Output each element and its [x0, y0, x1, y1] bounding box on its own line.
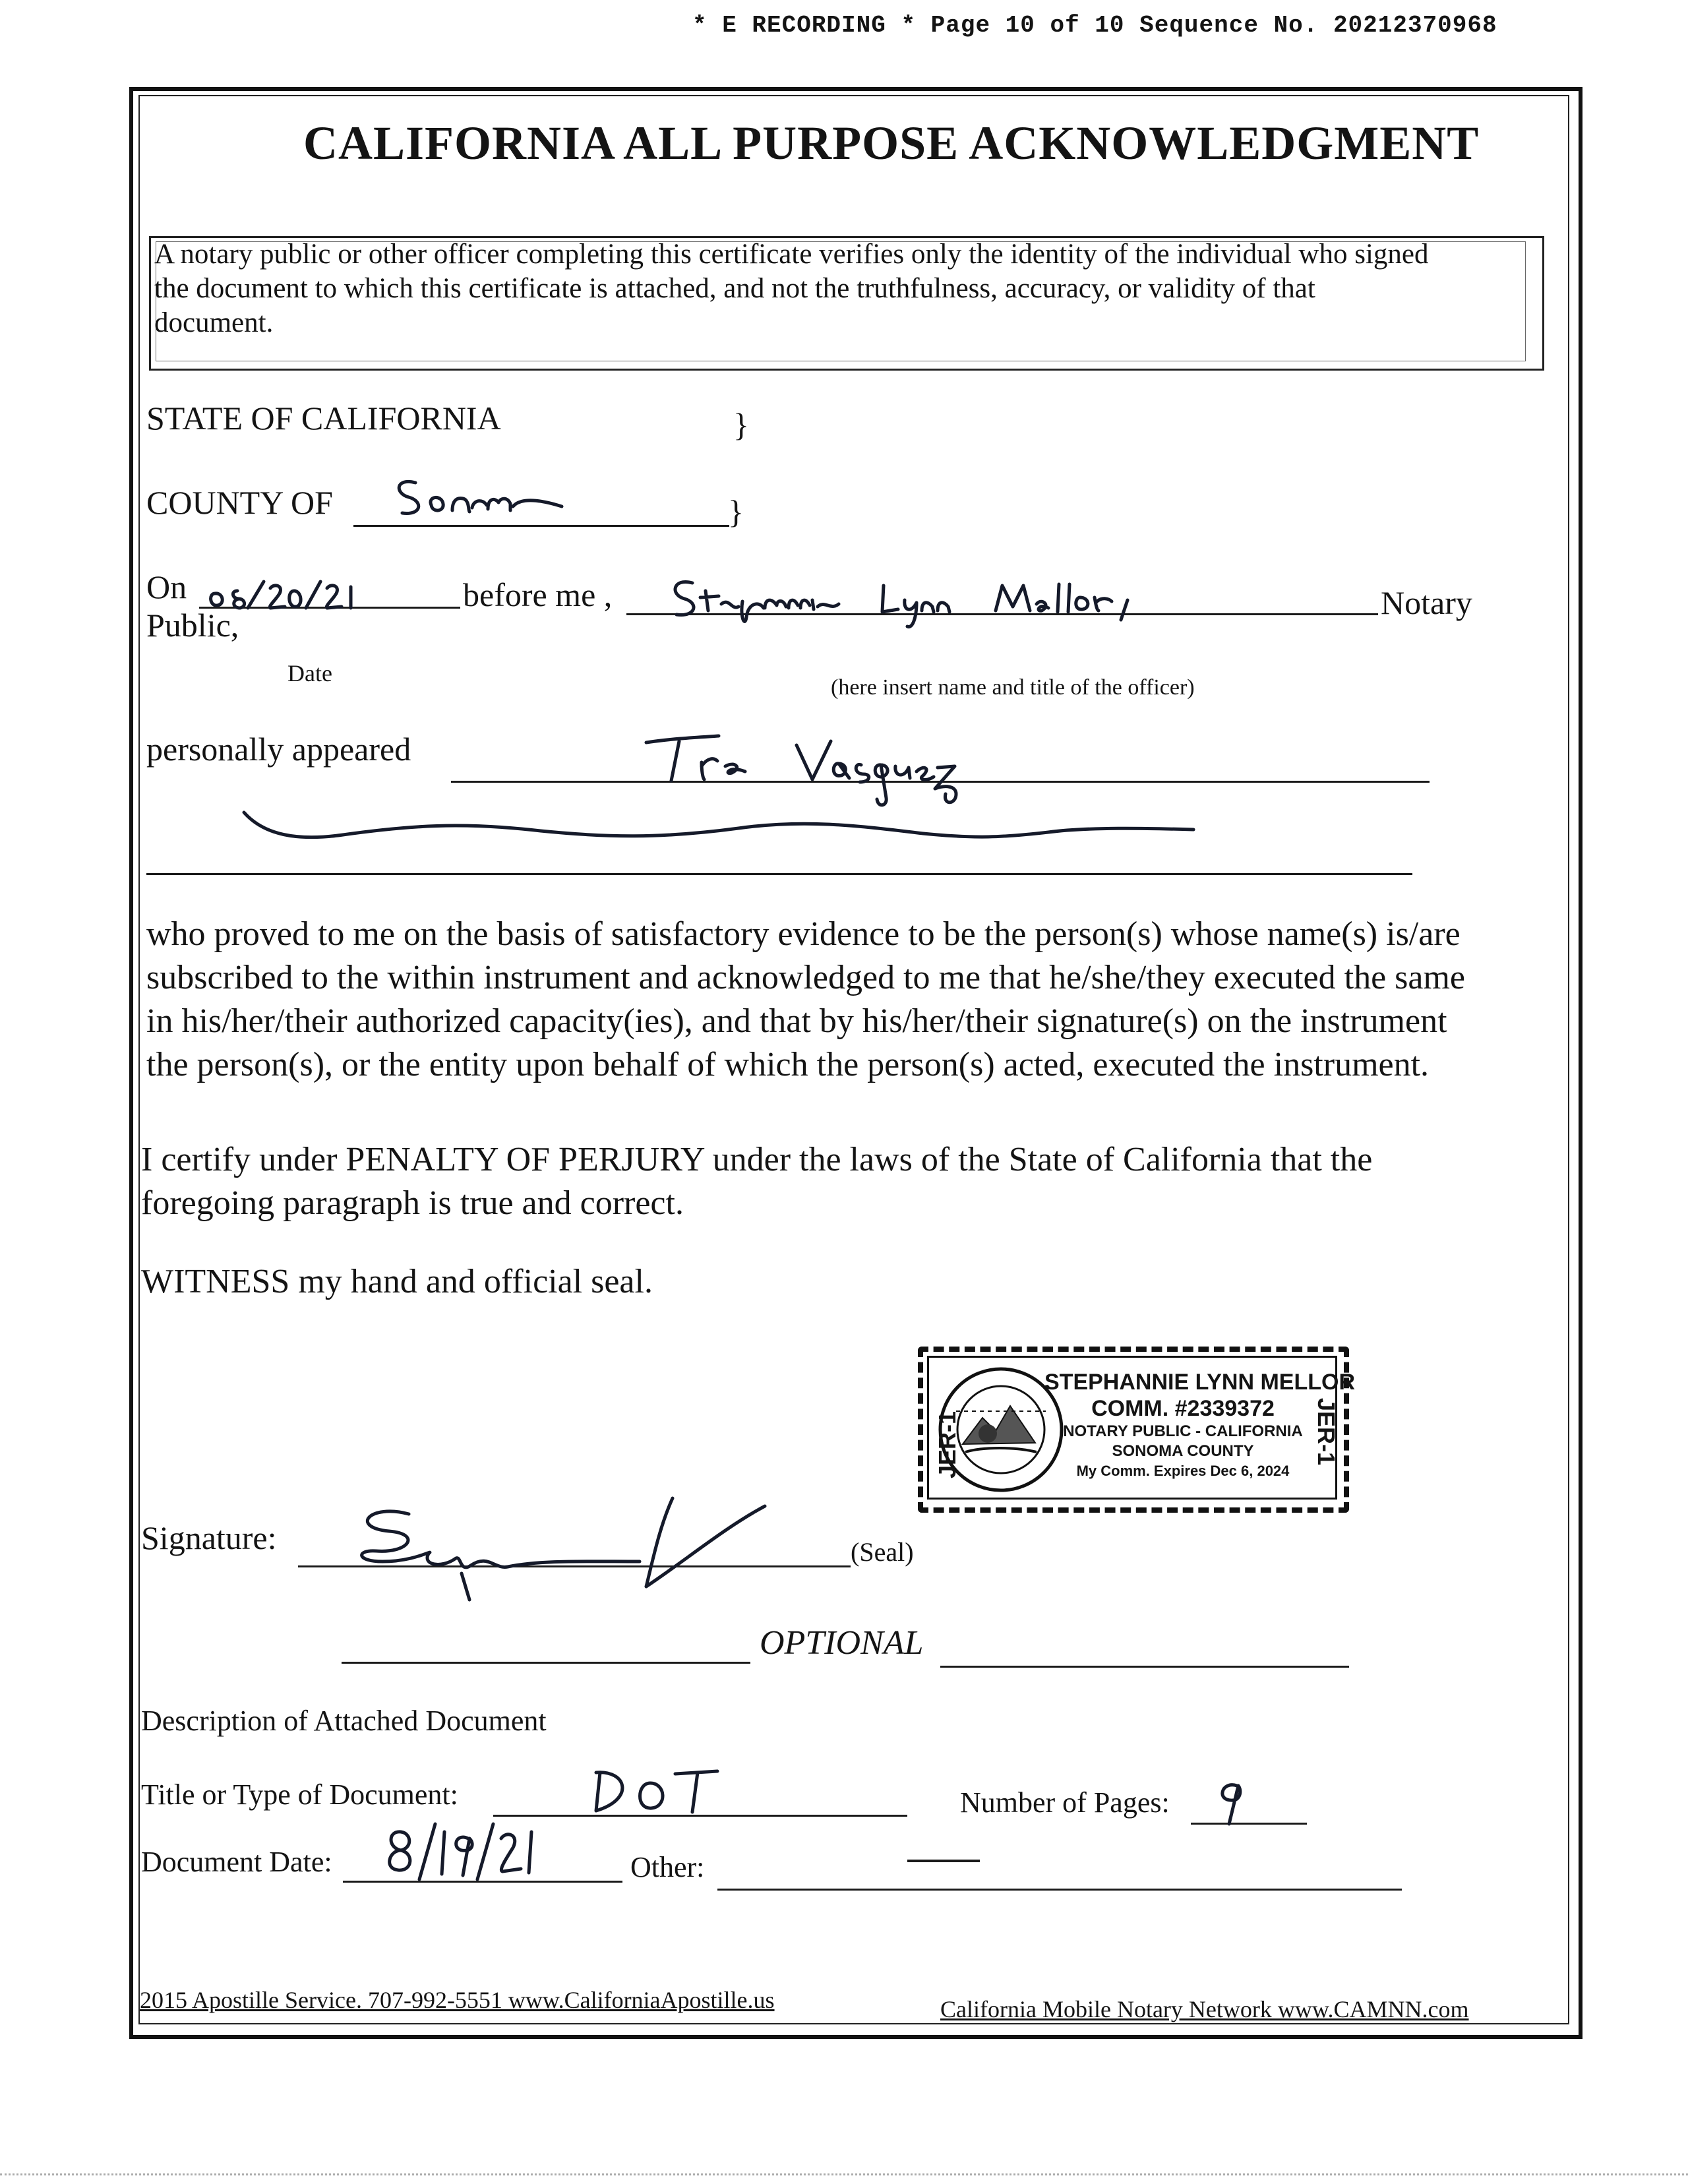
- officer-caption: (here insert name and title of the officer): [831, 675, 1195, 700]
- footer-right: California Mobile Notary Network www.CAMNN.com: [940, 1996, 1469, 2022]
- paragraph-line-3: in his/her/their authorized capacity(ies), and that by his/her/their signature(s) on the instrument: [146, 1002, 1447, 1040]
- officer-signature: [330, 1488, 778, 1613]
- stamp-expires: My Comm. Expires Dec 6, 2024: [1076, 1463, 1290, 1479]
- county-label: COUNTY OF: [146, 484, 333, 521]
- pages-label: Number of Pages:: [960, 1786, 1170, 1819]
- description-label: Description of Attached Document: [141, 1705, 547, 1737]
- paragraph-line-4: the person(s), or the entity upon behalf of which the person(s) acted, executed the instrument.: [146, 1046, 1430, 1083]
- optional-right-rule: [940, 1666, 1349, 1668]
- doc-title-handwriting: [587, 1761, 732, 1820]
- stamp-comm: COMM. #2339372: [1091, 1396, 1275, 1421]
- notary-label: Notary: [1381, 584, 1472, 621]
- stamp-name: STEPHANNIE LYNN MELLOR: [1044, 1370, 1356, 1395]
- stamp-notary: NOTARY PUBLIC - CALIFORNIA: [1063, 1422, 1303, 1440]
- appeared-second-underline: [146, 873, 1412, 875]
- witness-text: WITNESS my hand and official seal.: [141, 1263, 653, 1300]
- other-dash-mark: [907, 1860, 980, 1862]
- public-label: Public,: [146, 607, 239, 644]
- paragraph-line-1: who proved to me on the basis of satisfactory evidence to be the person(s) whose name(s) is/are: [146, 915, 1461, 953]
- stamp-side-code-right: JER-1: [1313, 1397, 1341, 1466]
- county-brace: }: [728, 493, 744, 530]
- certify-line-1: I certify under PENALTY OF PERJURY under the laws of the State of California that the: [141, 1141, 1373, 1178]
- doc-title-label: Title or Type of Document:: [141, 1778, 458, 1811]
- stamp-county: SONOMA COUNTY: [1112, 1442, 1254, 1460]
- form-title: CALIFORNIA ALL PURPOSE ACKNOWLEDGMENT: [303, 117, 1480, 169]
- doc-date-handwriting: [375, 1819, 559, 1891]
- disclaimer-line-2: the document to which this certificate is attached, and not the truthfulness, accuracy, or validity of that: [154, 273, 1315, 304]
- certify-line-2: foregoing paragraph is true and correct.: [141, 1184, 684, 1222]
- appeared-handwriting: [633, 725, 1068, 811]
- date-caption: Date: [287, 660, 332, 686]
- other-underline: [717, 1889, 1402, 1891]
- paragraph-line-2: subscribed to the within instrument and acknowledged to me that he/she/they executed the same: [146, 959, 1465, 996]
- signature-label: Signature:: [141, 1519, 277, 1556]
- officer-handwriting: [666, 571, 1233, 630]
- appeared-label: personally appeared: [146, 731, 411, 768]
- disclaimer-line-3: document.: [154, 307, 274, 338]
- on-label: On: [146, 568, 187, 605]
- doc-date-label: Document Date:: [141, 1846, 332, 1878]
- optional-label: OPTIONAL: [760, 1624, 924, 1662]
- county-handwriting: [389, 470, 587, 529]
- recording-header: * E RECORDING * Page 10 of 10 Sequence No. 20212370968: [692, 12, 1497, 39]
- state-brace: }: [733, 406, 749, 443]
- appeared-squiggle-line: [237, 802, 1213, 861]
- disclaimer-line-1: A notary public or other officer completing this certificate verifies only the identity of the individual who signed: [154, 239, 1429, 270]
- scan-edge: [0, 2173, 1688, 2175]
- before-me-label: before me ,: [463, 576, 613, 613]
- other-label: Other:: [630, 1851, 705, 1883]
- seal-label: (Seal): [851, 1537, 914, 1567]
- stamp-side-code-left: JER-1: [934, 1410, 961, 1479]
- optional-left-rule: [342, 1662, 750, 1664]
- state-label: STATE OF CALIFORNIA: [146, 400, 501, 437]
- pages-handwriting: [1200, 1771, 1259, 1831]
- footer-left: 2015 Apostille Service. 707-992-5551 www.CaliforniaApostille.us: [140, 1987, 775, 2013]
